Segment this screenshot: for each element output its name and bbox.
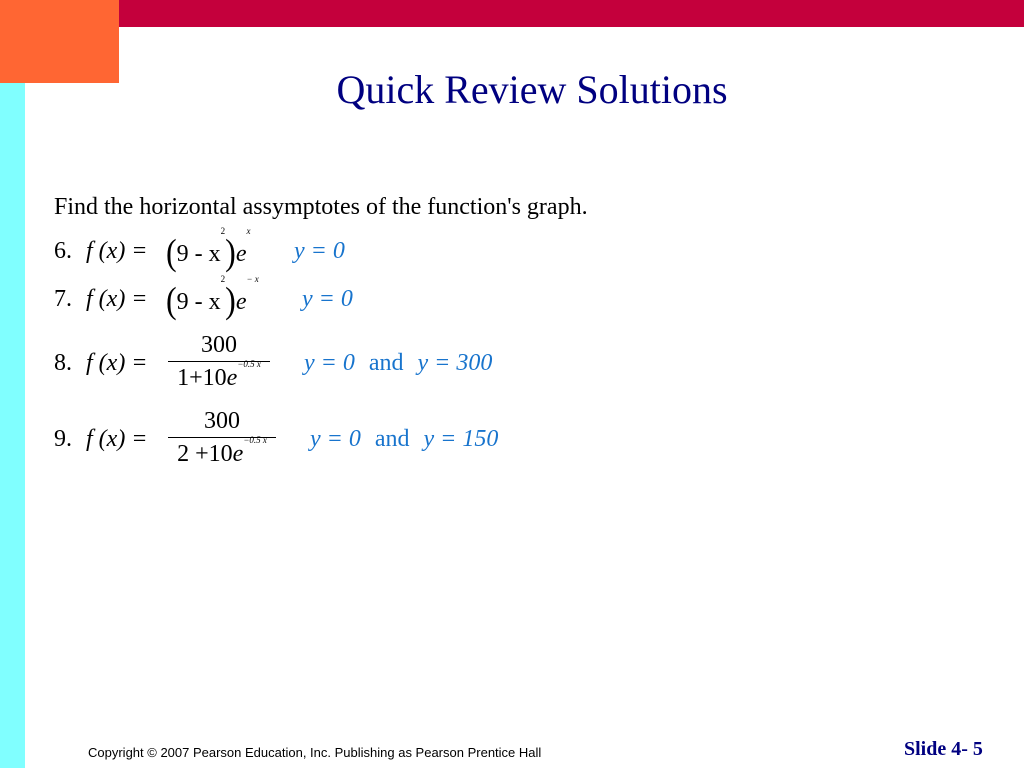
numerator: 300 xyxy=(204,408,240,434)
copyright-footer: Copyright © 2007 Pearson Education, Inc. Publishing as Pearson Prentice Hall xyxy=(88,745,542,760)
function-lhs: f (x) = xyxy=(86,286,148,312)
x-exponent: 2 xyxy=(220,226,226,236)
function-lhs: f (x) = xyxy=(86,350,148,376)
answer-b: y = 150 xyxy=(423,426,499,452)
problem-number: 6. xyxy=(54,238,72,264)
answer-b: y = 300 xyxy=(417,350,493,376)
expression: $(9 - x^2)e^{- x}$ xyxy=(166,274,259,321)
answer-a: y = 0 xyxy=(310,426,361,452)
intro-text: Find the horizontal assymptotes of the function's graph. xyxy=(54,194,588,220)
answer: y = 0 xyxy=(302,286,353,312)
e-exponent: − x xyxy=(246,274,259,284)
answer xyxy=(304,350,492,377)
and-text: and xyxy=(374,426,410,452)
left-accent-bar xyxy=(0,83,25,768)
x-exponent: 2 xyxy=(220,274,226,284)
slide-title: Quick Review Solutions xyxy=(336,67,728,112)
answer: y = 0 xyxy=(294,238,345,264)
denominator: $1+10e^{-0.5 x}$ xyxy=(177,359,261,391)
slide-number: Slide 4- 5 xyxy=(904,738,983,760)
e-symbol: e xyxy=(235,289,247,315)
problem-number: 7. xyxy=(54,286,72,312)
expression: $(9 - x^2)e^x$ xyxy=(166,226,251,273)
and-text: and xyxy=(368,350,404,376)
numerator: 300 xyxy=(201,332,237,358)
answer-a: y = 0 xyxy=(304,350,355,376)
answer xyxy=(310,426,498,453)
e-exponent: x xyxy=(246,226,251,236)
fraction xyxy=(168,408,276,468)
denominator: $2 +10e^{-0.5 x}$ xyxy=(177,435,267,467)
expression-base: 9 - x xyxy=(176,241,221,267)
problem-number: 8. xyxy=(54,350,72,376)
function-lhs: f (x) = xyxy=(86,238,148,264)
expression-base: 9 - x xyxy=(176,289,221,315)
problem-number: 9. xyxy=(54,426,72,452)
top-accent-bar xyxy=(0,0,1024,27)
fraction xyxy=(168,332,270,392)
e-symbol: e xyxy=(235,241,247,267)
function-lhs: f (x) = xyxy=(86,426,148,452)
